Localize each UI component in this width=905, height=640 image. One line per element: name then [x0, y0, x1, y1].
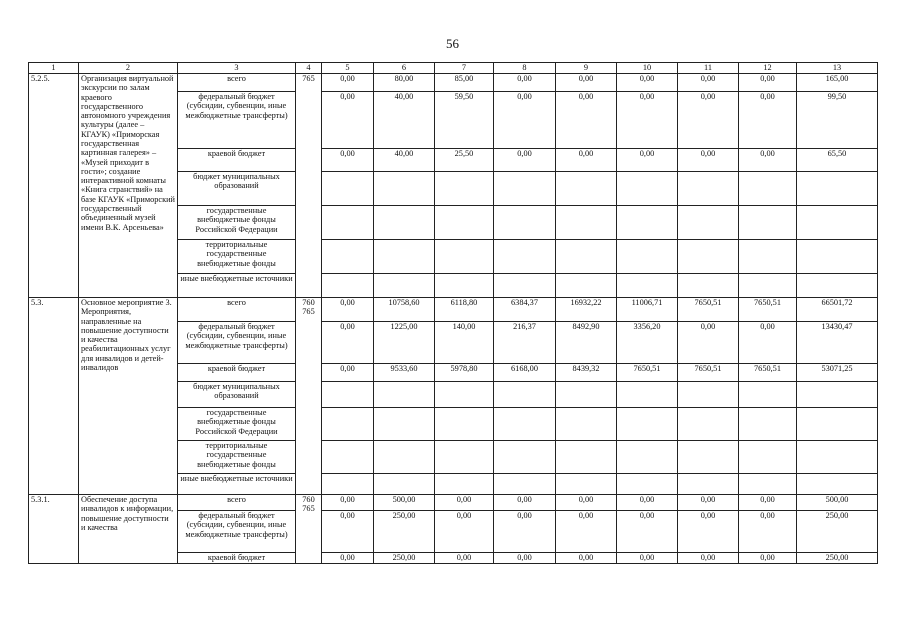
value-cell: 0,00 [322, 553, 374, 564]
section-title: Основное мероприятие 3. Мероприятия, направленные на повышение доступности и качества реабилитационных услуг для инвалидов и детей-инвалидов [79, 298, 178, 495]
section-code: 5.3.1. [29, 495, 79, 564]
funding-source-label: территориальные государственные внебюджетные фонды [178, 441, 296, 474]
funding-source-label: краевой бюджет [178, 553, 296, 564]
value-cell [494, 382, 556, 408]
value-cell: 0,00 [494, 74, 556, 92]
value-cell: 0,00 [322, 322, 374, 364]
funding-source-label: федеральный бюджет (субсидии, субвенции, иные межбюджетные трансферты) [178, 511, 296, 553]
value-cell: 65,50 [797, 149, 878, 172]
value-cell: 0,00 [322, 511, 374, 553]
value-cell [556, 408, 617, 441]
value-cell [374, 240, 435, 274]
funding-source-label: всего [178, 74, 296, 92]
value-cell: 40,00 [374, 149, 435, 172]
value-cell: 7650,51 [739, 364, 797, 382]
value-cell [678, 382, 739, 408]
funding-source-label: бюджет муниципальных образований [178, 172, 296, 206]
value-cell [739, 474, 797, 495]
value-cell: 0,00 [494, 553, 556, 564]
value-cell: 0,00 [322, 495, 374, 511]
value-cell [617, 408, 678, 441]
value-cell: 500,00 [374, 495, 435, 511]
value-cell: 53071,25 [797, 364, 878, 382]
value-cell: 0,00 [322, 92, 374, 149]
column-number-5: 5 [322, 63, 374, 74]
value-cell: 0,00 [739, 149, 797, 172]
value-cell: 85,00 [435, 74, 494, 92]
value-cell [374, 172, 435, 206]
value-cell [494, 274, 556, 298]
value-cell: 16932,22 [556, 298, 617, 322]
value-cell: 10758,60 [374, 298, 435, 322]
column-number-1: 1 [29, 63, 79, 74]
value-cell: 0,00 [322, 364, 374, 382]
value-cell [678, 274, 739, 298]
value-cell: 99,50 [797, 92, 878, 149]
funding-source-label: иные внебюджетные источники [178, 274, 296, 298]
value-cell [374, 408, 435, 441]
value-cell [435, 206, 494, 240]
value-cell [374, 382, 435, 408]
value-cell [494, 474, 556, 495]
value-cell: 3356,20 [617, 322, 678, 364]
value-cell: 66501,72 [797, 298, 878, 322]
funding-source-label: территориальные государственные внебюджетные фонды [178, 240, 296, 274]
value-cell [322, 474, 374, 495]
value-cell [739, 408, 797, 441]
grbs-code: 760 765 [296, 495, 322, 564]
section-title: Обеспечение доступа инвалидов к информации, повышение доступности и качества [79, 495, 178, 564]
value-cell: 165,00 [797, 74, 878, 92]
value-cell [556, 474, 617, 495]
value-cell [374, 441, 435, 474]
value-cell: 9533,60 [374, 364, 435, 382]
value-cell: 7650,51 [739, 298, 797, 322]
value-cell [322, 274, 374, 298]
value-cell: 0,00 [322, 298, 374, 322]
value-cell: 0,00 [617, 511, 678, 553]
value-cell [739, 206, 797, 240]
value-cell [494, 240, 556, 274]
value-cell: 6118,80 [435, 298, 494, 322]
value-cell: 250,00 [797, 553, 878, 564]
value-cell [494, 206, 556, 240]
value-cell: 0,00 [678, 553, 739, 564]
value-cell [322, 382, 374, 408]
value-cell [556, 382, 617, 408]
value-cell: 0,00 [678, 322, 739, 364]
value-cell [617, 474, 678, 495]
value-cell [678, 474, 739, 495]
value-cell: 0,00 [435, 553, 494, 564]
value-cell [678, 206, 739, 240]
value-cell: 216,37 [494, 322, 556, 364]
table-row [29, 298, 878, 322]
table-row [29, 495, 878, 511]
column-number-11: 11 [678, 63, 739, 74]
value-cell: 0,00 [556, 495, 617, 511]
value-cell [678, 441, 739, 474]
value-cell: 500,00 [797, 495, 878, 511]
value-cell: 0,00 [617, 149, 678, 172]
value-cell: 0,00 [739, 74, 797, 92]
value-cell: 7650,51 [678, 298, 739, 322]
value-cell: 8439,32 [556, 364, 617, 382]
value-cell [494, 408, 556, 441]
value-cell [797, 382, 878, 408]
value-cell [556, 240, 617, 274]
value-cell [678, 172, 739, 206]
value-cell: 0,00 [617, 74, 678, 92]
funding-source-label: краевой бюджет [178, 149, 296, 172]
value-cell: 8492,90 [556, 322, 617, 364]
value-cell [797, 240, 878, 274]
value-cell: 0,00 [617, 495, 678, 511]
value-cell [739, 441, 797, 474]
value-cell [617, 274, 678, 298]
value-cell: 0,00 [494, 511, 556, 553]
value-cell: 0,00 [739, 511, 797, 553]
value-cell: 140,00 [435, 322, 494, 364]
value-cell: 0,00 [494, 149, 556, 172]
value-cell [678, 408, 739, 441]
funding-source-label: государственные внебюджетные фонды Российской Федерации [178, 206, 296, 240]
table-row [29, 74, 878, 92]
section-title: Организация виртуальной экскурсии по залам краевого государственного автономного учреждения культуры (далее – КГАУК) «Приморская государственная картинная галерея» – «Музей приходит в гости»; создание интерактивной комнаты «Книга странствий» на базе КГАУК «Приморский государственный объединенный музей имени В.К. Арсеньева» [79, 74, 178, 298]
header-row [29, 63, 878, 74]
value-cell: 0,00 [322, 149, 374, 172]
value-cell: 6384,37 [494, 298, 556, 322]
value-cell [494, 441, 556, 474]
value-cell: 0,00 [739, 553, 797, 564]
grbs-code: 760 765 [296, 298, 322, 495]
column-number-9: 9 [556, 63, 617, 74]
value-cell: 0,00 [556, 553, 617, 564]
value-cell [435, 382, 494, 408]
value-cell [494, 172, 556, 206]
value-cell: 25,50 [435, 149, 494, 172]
page-number: 56 [446, 36, 459, 51]
funding-source-label: иные внебюджетные источники [178, 474, 296, 495]
value-cell [322, 206, 374, 240]
value-cell [739, 274, 797, 298]
value-cell [797, 274, 878, 298]
value-cell [374, 206, 435, 240]
column-number-7: 7 [435, 63, 494, 74]
value-cell: 0,00 [678, 74, 739, 92]
value-cell [797, 206, 878, 240]
value-cell [374, 274, 435, 298]
value-cell: 0,00 [678, 149, 739, 172]
value-cell [617, 240, 678, 274]
value-cell: 250,00 [797, 511, 878, 553]
value-cell [556, 206, 617, 240]
value-cell: 1225,00 [374, 322, 435, 364]
funding-source-label: всего [178, 298, 296, 322]
column-number-6: 6 [374, 63, 435, 74]
column-number-3: 3 [178, 63, 296, 74]
value-cell: 5978,80 [435, 364, 494, 382]
value-cell: 0,00 [494, 92, 556, 149]
value-cell [322, 441, 374, 474]
value-cell [617, 382, 678, 408]
value-cell [797, 474, 878, 495]
funding-source-label: государственные внебюджетные фонды Российской Федерации [178, 408, 296, 441]
value-cell [435, 240, 494, 274]
value-cell [435, 274, 494, 298]
value-cell [322, 172, 374, 206]
value-cell [322, 240, 374, 274]
value-cell: 11006,71 [617, 298, 678, 322]
value-cell [617, 206, 678, 240]
value-cell: 0,00 [678, 511, 739, 553]
value-cell [435, 474, 494, 495]
value-cell: 7650,51 [617, 364, 678, 382]
funding-source-label: федеральный бюджет (субсидии, субвенции, иные межбюджетные трансферты) [178, 322, 296, 364]
column-number-13: 13 [797, 63, 878, 74]
value-cell: 0,00 [494, 495, 556, 511]
value-cell [797, 408, 878, 441]
column-number-4: 4 [296, 63, 322, 74]
funding-source-label: краевой бюджет [178, 364, 296, 382]
value-cell: 0,00 [739, 495, 797, 511]
column-number-8: 8 [494, 63, 556, 74]
value-cell [435, 441, 494, 474]
funding-source-label: всего [178, 495, 296, 511]
value-cell: 13430,47 [797, 322, 878, 364]
section-code: 5.2.5. [29, 74, 79, 298]
value-cell [435, 408, 494, 441]
value-cell [556, 172, 617, 206]
value-cell: 59,50 [435, 92, 494, 149]
budget-table [28, 62, 878, 564]
value-cell [556, 441, 617, 474]
value-cell: 0,00 [435, 511, 494, 553]
value-cell [739, 240, 797, 274]
value-cell: 80,00 [374, 74, 435, 92]
value-cell [739, 382, 797, 408]
column-number-12: 12 [739, 63, 797, 74]
value-cell [617, 172, 678, 206]
value-cell: 0,00 [739, 322, 797, 364]
value-cell: 250,00 [374, 553, 435, 564]
grbs-code: 765 [296, 74, 322, 298]
value-cell: 250,00 [374, 511, 435, 553]
value-cell: 40,00 [374, 92, 435, 149]
value-cell: 0,00 [678, 495, 739, 511]
value-cell: 0,00 [435, 495, 494, 511]
value-cell [678, 240, 739, 274]
value-cell: 7650,51 [678, 364, 739, 382]
column-number-10: 10 [617, 63, 678, 74]
value-cell: 0,00 [556, 511, 617, 553]
value-cell [435, 172, 494, 206]
column-number-2: 2 [79, 63, 178, 74]
value-cell: 0,00 [617, 92, 678, 149]
funding-source-label: бюджет муниципальных образований [178, 382, 296, 408]
section-code: 5.3. [29, 298, 79, 495]
value-cell: 0,00 [678, 92, 739, 149]
value-cell: 0,00 [617, 553, 678, 564]
value-cell [739, 172, 797, 206]
funding-source-label: федеральный бюджет (субсидии, субвенции, иные межбюджетные трансферты) [178, 92, 296, 149]
value-cell [797, 441, 878, 474]
value-cell [617, 441, 678, 474]
value-cell [322, 408, 374, 441]
value-cell: 0,00 [556, 149, 617, 172]
value-cell: 0,00 [739, 92, 797, 149]
value-cell: 0,00 [556, 74, 617, 92]
value-cell [797, 172, 878, 206]
value-cell [374, 474, 435, 495]
value-cell: 0,00 [556, 92, 617, 149]
value-cell: 6168,00 [494, 364, 556, 382]
value-cell: 0,00 [322, 74, 374, 92]
value-cell [556, 274, 617, 298]
